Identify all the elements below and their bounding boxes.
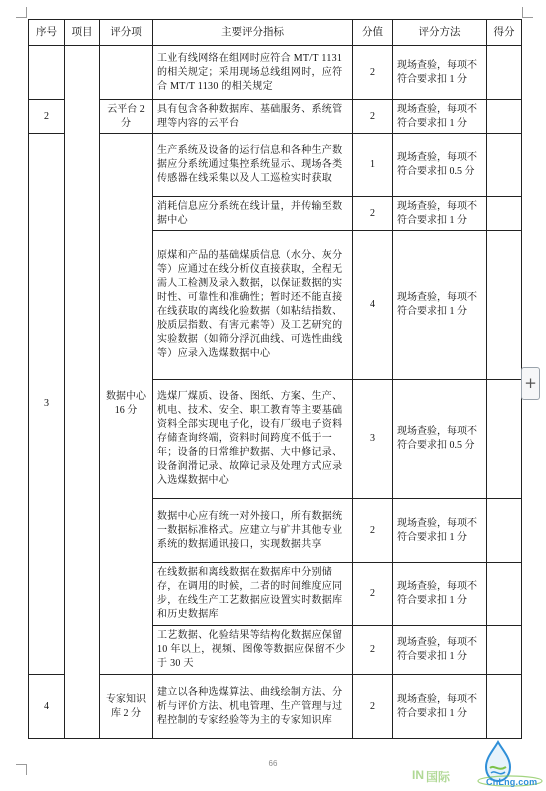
cell-criteria [100,46,153,100]
table-header-row [29,20,522,46]
header-points: 分值 [353,20,393,46]
cell-indicator: 工艺数据、化验结果等结构化数据应保留 10 年以上，视频、图像等数据应保留不少于 30 天 [153,626,353,675]
cell-indicator: 数据中心应有统一对外接口，所有数据统一数据标准格式。应建立与矿井其他专业系统的数据通讯接口，实现数据共享 [153,499,353,563]
cell-score [487,380,522,499]
header-method: 评分方法 [393,20,487,46]
header-criteria: 评分项 [100,20,153,46]
cell-score [487,675,522,739]
cell-indicator: 原煤和产品的基础煤质信息（水分、灰分等）应通过在线分析仪直接获取，全程无需人工检测及录入数据，以保证数据的实时性、可靠性和准确性；暂时还不能直接在线获取的离线化验数据（如粘结指数、胶质层指数、有害元素等）及工艺研究的实验数据（如筛分浮沉曲线、可选性曲线等）应录入选煤数据中心 [153,231,353,380]
cell-points: 4 [353,231,393,380]
crop-mark-top-right [522,7,533,18]
cell-score [487,100,522,134]
cell-method: 现场查验，每项不符合要求扣 1 分 [393,675,487,739]
header-indicator: 主要评分指标 [153,20,353,46]
watermark-left-text: IN [412,768,424,782]
cell-criteria: 数据中心 16 分 [100,134,153,675]
cell-points: 2 [353,46,393,100]
cell-score [487,231,522,380]
cell-score [487,46,522,100]
cell-points: 2 [353,197,393,231]
cell-indicator: 建立以各种选煤算法、曲线绘制方法、分析与评价方法、机电管理、生产管理与过程控制的专家经验等为主的专家知识库 [153,675,353,739]
cell-method: 现场查验，每项不符合要求扣 1 分 [393,46,487,100]
cell-indicator: 生产系统及设备的运行信息和各种生产数据应分系统通过集控系统显示、现场各类传感器在线采集以及人工巡检实时获取 [153,134,353,197]
cell-points: 2 [353,499,393,563]
cell-score [487,499,522,563]
watermark-drop-icon [486,742,510,781]
table-row [29,100,522,134]
expand-tab-button[interactable]: + [521,367,540,400]
cell-method: 现场查验，每项不符合要求扣 1 分 [393,231,487,380]
cell-indicator: 工业有线网络在组网时应符合 MT/T 1131 的相关规定；采用现场总线组网时，应符合 MT/T 1130 的相关规定 [153,46,353,100]
cell-points: 2 [353,563,393,626]
cell-criteria: 云平台 2 分 [100,100,153,134]
cell-points: 1 [353,134,393,197]
cell-score [487,563,522,626]
table-row [29,46,522,100]
cell-method: 现场查验，每项不符合要求扣 1 分 [393,100,487,134]
cell-seq: 4 [29,675,65,739]
cell-method: 现场查验，每项不符合要求扣 1 分 [393,499,487,563]
cell-points: 2 [353,100,393,134]
cell-seq [29,46,65,100]
cell-method: 现场查验，每项不符合要求扣 0.5 分 [393,380,487,499]
cell-score [487,134,522,197]
cell-method: 现场查验，每项不符合要求扣 1 分 [393,626,487,675]
cell-criteria: 专家知识库 2 分 [100,675,153,739]
cell-seq: 2 [29,100,65,134]
table-row [29,134,522,197]
cell-points: 2 [353,626,393,675]
cell-indicator: 消耗信息应分系统在线计量，并传输至数据中心 [153,197,353,231]
cell-indicator: 在线数据和离线数据在数据库中分别储存，在调用的时候，二者的时间维度应同步，在线生产工艺数据应设置实时数据库和历史数据库 [153,563,353,626]
header-score: 得分 [487,20,522,46]
page-number: 66 [268,759,278,768]
watermark-site-text: CnLng.com [486,777,538,787]
cell-seq: 3 [29,134,65,675]
crop-mark-top-left [16,7,27,18]
cell-method: 现场查验，每项不符合要求扣 1 分 [393,197,487,231]
cell-points: 3 [353,380,393,499]
cell-method: 现场查验，每项不符合要求扣 1 分 [393,563,487,626]
cell-item [65,46,100,739]
cell-method: 现场查验，每项不符合要求扣 0.5 分 [393,134,487,197]
cell-score [487,197,522,231]
scoring-table [28,19,522,739]
cell-indicator: 具有包含各种数据库、基础服务、系统管理等内容的云平台 [153,100,353,134]
header-item: 项目 [65,20,100,46]
watermark-left-text-2: 国际 [426,770,451,784]
cell-indicator: 选煤厂煤质、设备、图纸、方案、生产、机电、技术、安全、职工教育等主要基础资料全部实现电子化，设有厂级电子资料存储查询终端，资料时间跨度不低于一年；设备的日常维护数据、大中修记录、设备润滑记录、故障记录及处理方式应录入选煤数据中心 [153,380,353,499]
header-seq: 序号 [29,20,65,46]
cell-score [487,626,522,675]
cell-points: 2 [353,675,393,739]
table-row [29,675,522,739]
